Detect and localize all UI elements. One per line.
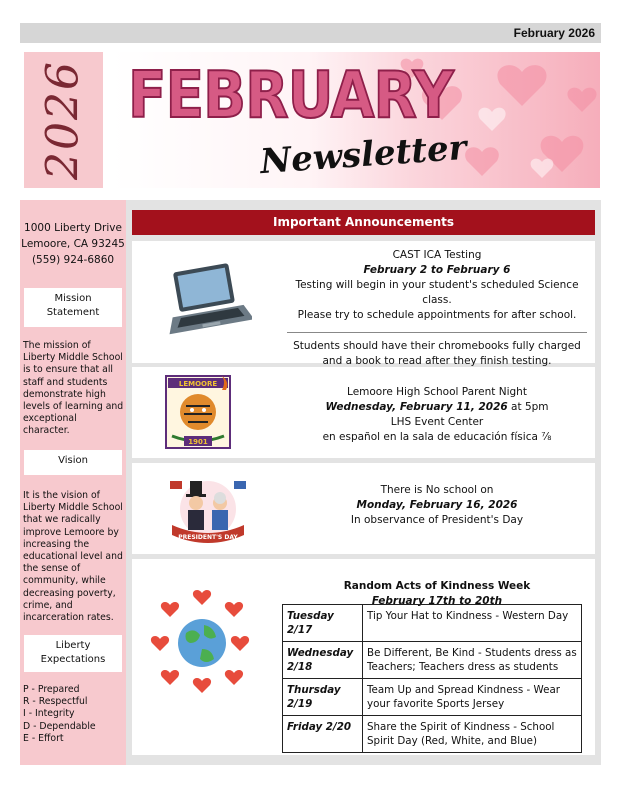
logo-text: LEMOORE xyxy=(178,380,218,388)
cast-testing-text: CAST ICA Testing February 2 to February 6 Testing will begin in your student's scheduled Science class. Please try to schedule appointments for after school. Students should have their chromebooks fully charged and a book to read after they finish testing. xyxy=(287,248,587,369)
no-school-text: There is No school on Monday, February 16, 2026 In observance of President's Day xyxy=(350,484,524,526)
announcements-header: Important Announcements xyxy=(132,210,595,235)
list-item: E - Effort xyxy=(23,732,64,744)
list-item: P - Prepared xyxy=(23,684,80,695)
table-row: Thursday 2/19 Team Up and Spread Kindness - Wear your favorite Sports Jersey xyxy=(283,679,582,716)
parent-night-card xyxy=(132,367,595,458)
list-item: D - Dependable xyxy=(23,720,96,732)
divider xyxy=(287,332,587,333)
kindness-header: Random Acts of Kindness Week February 17th to 20th xyxy=(343,580,531,607)
banner-subtitle: Newsletter xyxy=(258,127,468,183)
school-address: 1000 Liberty Drive Lemoore, CA 93245 (559) 924-6860 xyxy=(21,222,125,266)
expectations-list xyxy=(23,684,96,745)
year-label: 2026 xyxy=(37,60,89,180)
kindness-schedule-table xyxy=(282,604,582,753)
mission-text: The mission of Liberty Middle School is to ensure that all staff and students demonstrate high levels of learning and exceptional character. xyxy=(23,340,124,437)
ribbon-text: PRESIDENT'S DAY xyxy=(178,534,238,541)
vision-text: It is the vision of Liberty Middle School that we radically improve Lemoore by increasing the educational level and the sense of community, while decreasing poverty, crime, and incarceration rates. xyxy=(23,490,123,624)
tiger-logo-icon xyxy=(162,372,234,452)
banner-title: FEBRUARY xyxy=(128,59,453,133)
logo-year: 1901 xyxy=(188,438,208,446)
newsletter-banner xyxy=(112,52,600,188)
expectations-title: Liberty Expectations xyxy=(24,635,122,672)
year-box xyxy=(24,52,103,188)
top-bar xyxy=(20,23,601,43)
no-school-card xyxy=(132,463,595,554)
table-row: Friday 2/20 Share the Spirit of Kindness - School Spirit Day (Red, White, and Blue) xyxy=(283,716,582,753)
table-row: Tuesday 2/17 Tip Your Hat to Kindness - Western Day xyxy=(283,605,582,642)
list-item: R - Respectful xyxy=(23,696,88,708)
issue-date: February 2026 xyxy=(513,26,595,40)
list-item: I - Integrity xyxy=(23,708,75,720)
parent-night-text: Lemoore High School Parent Night Wednesday, February 11, 2026 at 5pm LHS Event Center en español en la sala de educación física ⅞ xyxy=(322,386,552,443)
laptop-icon xyxy=(164,255,252,343)
presidents-day-icon xyxy=(164,473,252,549)
mission-title: Mission Statement xyxy=(24,288,122,327)
globe-hearts-icon xyxy=(148,589,256,697)
cast-testing-card xyxy=(132,241,595,367)
sidebar xyxy=(20,200,126,765)
table-row: Wednesday 2/18 Be Different, Be Kind - Students dress as Teachers; Teachers dress as students xyxy=(283,642,582,679)
vision-title: Vision xyxy=(24,450,122,475)
